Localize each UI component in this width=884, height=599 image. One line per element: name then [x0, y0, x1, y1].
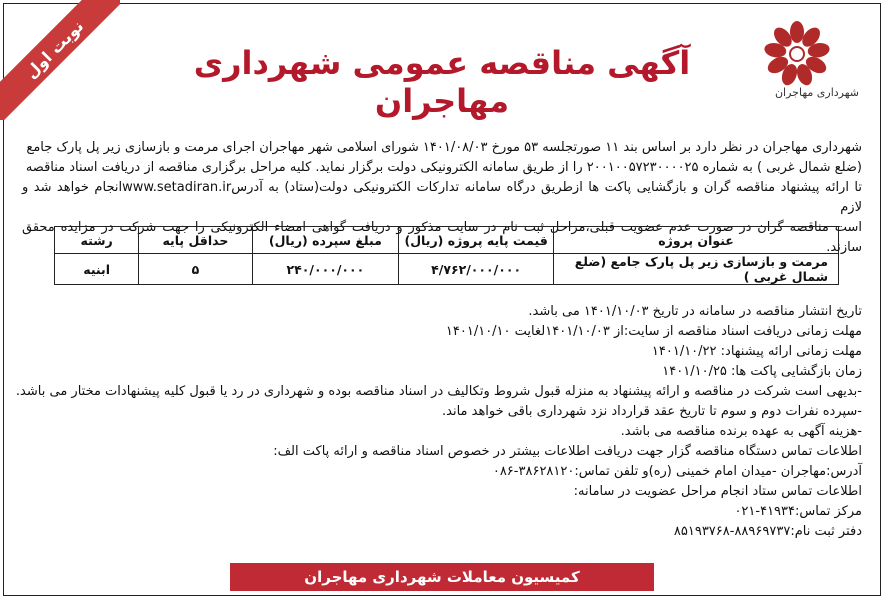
table-header-row — [55, 227, 839, 254]
intro-line: شهرداری مهاجران در نظر دارد بر اساس بند ۱۱ صورتجلسه ۵۳ مورخ ۱۴۰۱/۰۸/۰۳ شورای اسلامی شهر مهاجران اجرای مرمت و بازسازی زیر پل پارک جامع — [26, 140, 862, 155]
intro-line: (ضلع شمال غربی ) به شماره ۲۰۰۱۰۰۵۷۲۳۰۰۰۰۲۵ را از طریق سامانه الکترونیکی دولت برگزار نماید. کلیه مراحل برگزاری مناقصه از دریافت اسناد مناقصه — [25, 160, 862, 175]
municipality-logo — [738, 14, 856, 118]
header-min-grade: حداقل پایه — [139, 227, 252, 254]
cell-base-price: ۴/۷۶۲/۰۰۰/۰۰۰ — [399, 254, 554, 285]
project-table — [54, 226, 839, 285]
header-deposit: مبلغ سپرده (ریال) — [252, 227, 399, 254]
ad-cost-note: -هزینه آگهی به عهده برنده مناقصه می باشد. — [620, 424, 862, 439]
cell-project-title: مرمت و بازسازی زیر پل پارک جامع (ضلع شمال غربی ) — [554, 254, 839, 285]
contact-heading: اطلاعات تماس دستگاه مناقصه گزار جهت دریافت اطلاعات بیشتر در خصوص اسناد مناقصه و ارائه پاکت الف: — [273, 444, 862, 459]
logo-caption: شهرداری مهاجران — [774, 86, 860, 99]
footer-banner: کمیسیون معاملات شهرداری مهاجران — [230, 563, 654, 591]
cell-deposit: ۲۴۰/۰۰۰/۰۰۰ — [252, 254, 399, 285]
opening-date: زمان بازگشایی پاکت ها: ۱۴۰۱/۱۰/۲۵ — [662, 364, 862, 379]
ribbon-label: نوبت اول — [21, 16, 87, 82]
condition-note: -بدیهی است شرکت در مناقصه و ارائه پیشنهاد به منزله قبول شروط وتکالیف در اسناد مناقصه بوده و شهرداری در رد یا قبول کلیه پیشنهادات مختار می باشد. — [15, 384, 862, 399]
header-field: رشته — [55, 227, 139, 254]
publish-date: تاریخ انتشار مناقصه در سامانه در تاریخ ۱۴۰۱/۱۰/۰۳ می باشد. — [528, 304, 862, 319]
call-center: مرکز تماس:۴۱۹۳۴-۰۲۱ — [734, 504, 862, 519]
cell-min-grade: ۵ — [139, 254, 252, 285]
document-deadline: مهلت زمانی دریافت اسناد مناقصه از سایت:از ۱۴۰۱/۱۰/۰۳لغایت ۱۴۰۱/۱۰/۱۰ — [445, 324, 862, 339]
cell-field: ابنیه — [55, 254, 139, 285]
setad-contact-heading: اطلاعات تماس ستاد انجام مراحل عضویت در سامانه: — [573, 484, 862, 499]
address-phone: آدرس:مهاجران -میدان امام خمینی (ره)و تلفن تماس:۳۸۶۲۸۱۲۰-۰۸۶ — [492, 464, 862, 479]
page-title: آگهی مناقصه عمومی شهرداری مهاجران — [193, 44, 691, 120]
bid-deadline: مهلت زمانی ارائه پیشنهاد: ۱۴۰۱/۱۰/۲۲ — [651, 344, 862, 359]
registration-office: دفتر ثبت نام:۸۸۹۶۹۷۳۷-۸۵۱۹۳۷۶۸ — [673, 524, 862, 539]
intro-line: تا ارائه پیشنهاد مناقصه گران و بازگشایی پاکت ها ازطریق درگاه سامانه تدارکات الکترونیکی دولت(ستاد) به آدرسwww.setadiran.irانجام خواهد شد و لازم — [22, 180, 862, 215]
header-project-title: عنوان پروژه — [554, 227, 839, 254]
table-row — [55, 254, 839, 285]
ribbon-band — [0, 0, 120, 120]
intro-line: است مناقصه گران در صورت عدم عضویت قبلی،مراحل ثبت نام در سایت مذکور و دریافت گواهی امضاء الکترونیکی را جهت شرکت در مزایده محقق سازند. — [22, 220, 862, 255]
header-base-price: قیمت پایه پروژه (ریال) — [399, 227, 554, 254]
deposit-note: -سپرده نفرات دوم و سوم تا تاریخ عقد قرارداد نزد شهرداری باقی خواهد ماند. — [442, 404, 862, 419]
corner-ribbon — [0, 0, 120, 120]
details-list — [15, 302, 862, 542]
